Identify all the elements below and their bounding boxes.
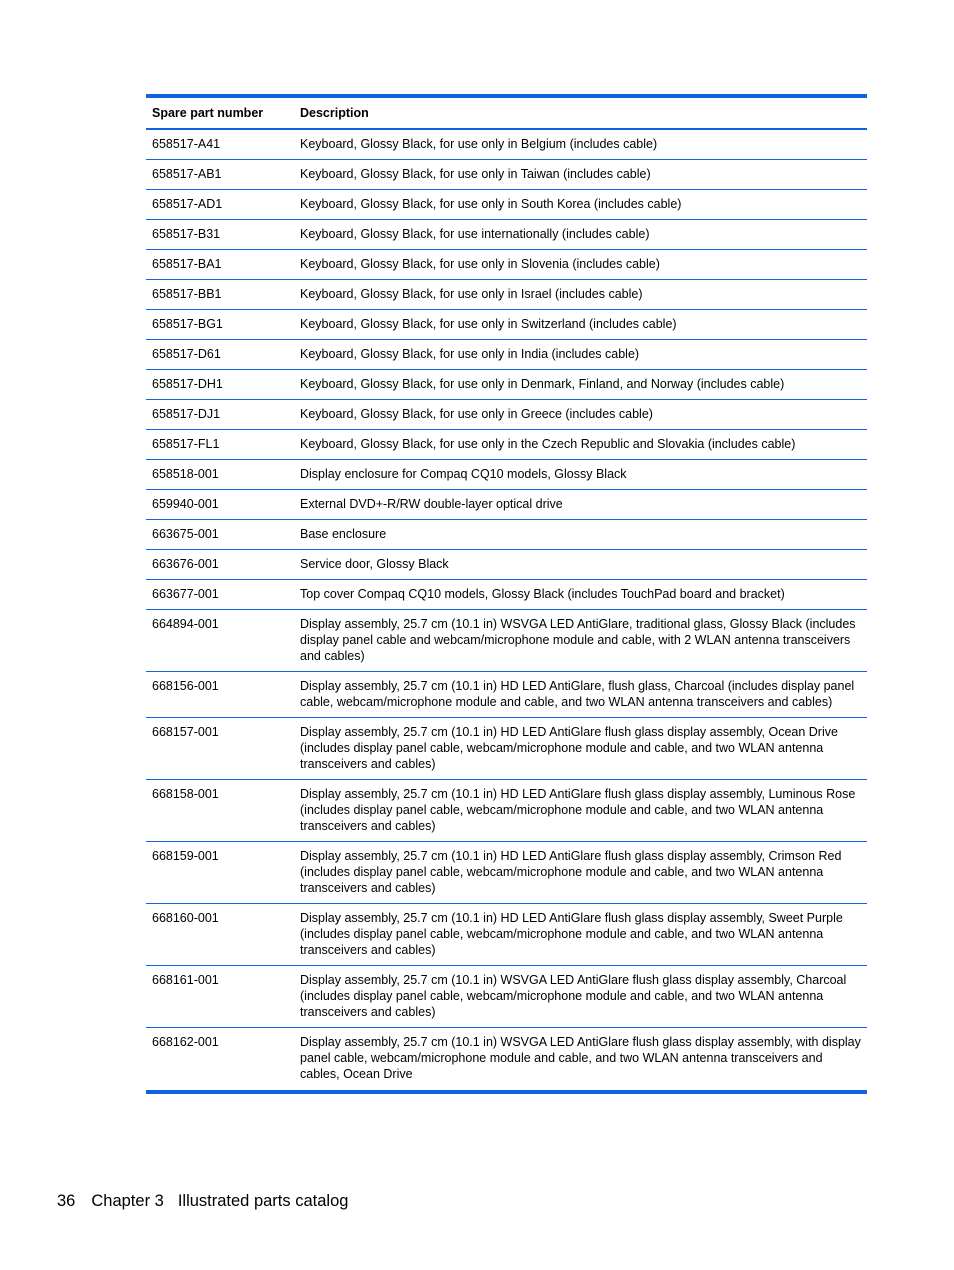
spare-part-number-cell: 658517-AB1 <box>146 160 294 190</box>
header-description: Description <box>294 96 867 129</box>
table-row <box>146 340 867 370</box>
table-row <box>146 310 867 340</box>
description-cell: Display assembly, 25.7 cm (10.1 in) HD LED AntiGlare flush glass display assembly, Sweet Purple (includes display panel cable, webcam/microphone module and cable, and two WLAN antenna transceivers and cables) <box>294 904 867 966</box>
spare-part-number-cell: 658518-001 <box>146 460 294 490</box>
table-row <box>146 460 867 490</box>
spare-part-number-cell: 658517-D61 <box>146 340 294 370</box>
spare-part-number-cell: 658517-BG1 <box>146 310 294 340</box>
description-cell: Keyboard, Glossy Black, for use only in the Czech Republic and Slovakia (includes cable) <box>294 430 867 460</box>
page-number: 36 <box>57 1192 76 1210</box>
spare-part-number-cell: 668162-001 <box>152 1035 219 1049</box>
table-row <box>146 966 867 1028</box>
table-row <box>146 904 867 966</box>
spare-part-number-cell: 658517-FL1 <box>146 430 294 460</box>
spare-part-number-cell: 658517-BB1 <box>146 280 294 310</box>
description-cell: Service door, Glossy Black <box>294 550 867 580</box>
spare-parts-table <box>146 94 867 1094</box>
description-cell: Display assembly, 25.7 cm (10.1 in) HD LED AntiGlare, flush glass, Charcoal (includes display panel cable, webcam/microphone module and cable, and two WLAN antenna transceivers and cables) <box>294 672 867 718</box>
description-cell: External DVD+-R/RW double-layer optical drive <box>294 490 867 520</box>
table-row <box>146 842 867 904</box>
spare-part-number-cell: 658517-DH1 <box>146 370 294 400</box>
page-footer <box>57 1191 348 1211</box>
table-body <box>146 129 867 1092</box>
description-cell: Display enclosure for Compaq CQ10 models, Glossy Black <box>294 460 867 490</box>
table-row <box>146 129 867 160</box>
spare-part-number-cell: 668158-001 <box>146 780 294 842</box>
table-row <box>146 370 867 400</box>
table-row <box>146 400 867 430</box>
table-row <box>146 280 867 310</box>
table-row <box>146 220 867 250</box>
spare-part-number-cell: 658517-BA1 <box>146 250 294 280</box>
spare-part-number-cell: 658517-A41 <box>146 129 294 160</box>
spare-part-number-cell: 658517-AD1 <box>146 190 294 220</box>
description-cell: Keyboard, Glossy Black, for use only in Taiwan (includes cable) <box>294 160 867 190</box>
table-row <box>146 580 867 610</box>
spare-part-number-cell: 663676-001 <box>146 550 294 580</box>
description-cell: Display assembly, 25.7 cm (10.1 in) WSVGA LED AntiGlare, traditional glass, Glossy Black (includes display panel cable and webcam/microphone module and cable, with 2 WLAN antenna transceivers and cables) <box>294 610 867 672</box>
table-row <box>146 610 867 672</box>
description-cell: Keyboard, Glossy Black, for use internationally (includes cable) <box>294 220 867 250</box>
spare-part-number-cell: 658517-B31 <box>146 220 294 250</box>
spare-part-number-cell: 663675-001 <box>146 520 294 550</box>
description-cell: Keyboard, Glossy Black, for use only in Slovenia (includes cable) <box>294 250 867 280</box>
description-cell: Keyboard, Glossy Black, for use only in Greece (includes cable) <box>294 400 867 430</box>
table-row <box>146 672 867 718</box>
table-row <box>146 1028 867 1093</box>
spare-part-number-cell: 658517-DJ1 <box>146 400 294 430</box>
spare-part-number-cell: 668157-001 <box>146 718 294 780</box>
table-row <box>146 490 867 520</box>
chapter-title: Illustrated parts catalog <box>177 1192 349 1210</box>
description-cell: Keyboard, Glossy Black, for use only in Belgium (includes cable) <box>294 129 867 160</box>
description-cell: Top cover Compaq CQ10 models, Glossy Black (includes TouchPad board and bracket) <box>294 580 867 610</box>
spare-part-number-cell: 659940-001 <box>146 490 294 520</box>
table-row <box>146 250 867 280</box>
description-cell: Keyboard, Glossy Black, for use only in Denmark, Finland, and Norway (includes cable) <box>294 370 867 400</box>
spare-part-number-cell: 668159-001 <box>146 842 294 904</box>
table-row <box>146 550 867 580</box>
chapter-label: Chapter 3 <box>91 1192 164 1210</box>
spare-part-number-cell: 668156-001 <box>146 672 294 718</box>
description-cell: Keyboard, Glossy Black, for use only in India (includes cable) <box>294 340 867 370</box>
table-row <box>146 780 867 842</box>
description-cell: Keyboard, Glossy Black, for use only in South Korea (includes cable) <box>294 190 867 220</box>
spare-part-number-cell: 668161-001 <box>146 966 294 1028</box>
description-cell: Display assembly, 25.7 cm (10.1 in) HD LED AntiGlare flush glass display assembly, Luminous Rose (includes display panel cable, webcam/microphone module and cable, and two WLAN antenna transceivers and cables) <box>294 780 867 842</box>
table-row <box>146 718 867 780</box>
spare-part-number-cell: 664894-001 <box>146 610 294 672</box>
description-cell: Keyboard, Glossy Black, for use only in Switzerland (includes cable) <box>294 310 867 340</box>
description-cell: Display assembly, 25.7 cm (10.1 in) WSVGA LED AntiGlare flush glass display assembly, with display panel cable, webcam/microphone module and cable, and two WLAN antenna transceivers and cables, Ocean Drive <box>300 1035 861 1081</box>
description-cell: Display assembly, 25.7 cm (10.1 in) WSVGA LED AntiGlare flush glass display assembly, Charcoal (includes display panel cable, webcam/microphone module and cable, and two WLAN antenna transceivers and cables) <box>294 966 867 1028</box>
spare-part-number-cell: 663677-001 <box>146 580 294 610</box>
description-cell: Base enclosure <box>294 520 867 550</box>
table-row <box>146 160 867 190</box>
table-row <box>146 190 867 220</box>
table-header-row <box>146 96 867 129</box>
description-cell: Display assembly, 25.7 cm (10.1 in) HD LED AntiGlare flush glass display assembly, Ocean Drive (includes display panel cable, webcam/microphone module and cable, and two WLAN antenna transceivers and cables) <box>294 718 867 780</box>
spare-part-number-cell: 668160-001 <box>146 904 294 966</box>
description-cell: Keyboard, Glossy Black, for use only in Israel (includes cable) <box>294 280 867 310</box>
header-spare-part-number: Spare part number <box>146 96 294 129</box>
table-row <box>146 430 867 460</box>
description-cell: Display assembly, 25.7 cm (10.1 in) HD LED AntiGlare flush glass display assembly, Crimson Red (includes display panel cable, webcam/microphone module and cable, and two WLAN antenna transceivers and cables) <box>294 842 867 904</box>
table-row <box>146 520 867 550</box>
